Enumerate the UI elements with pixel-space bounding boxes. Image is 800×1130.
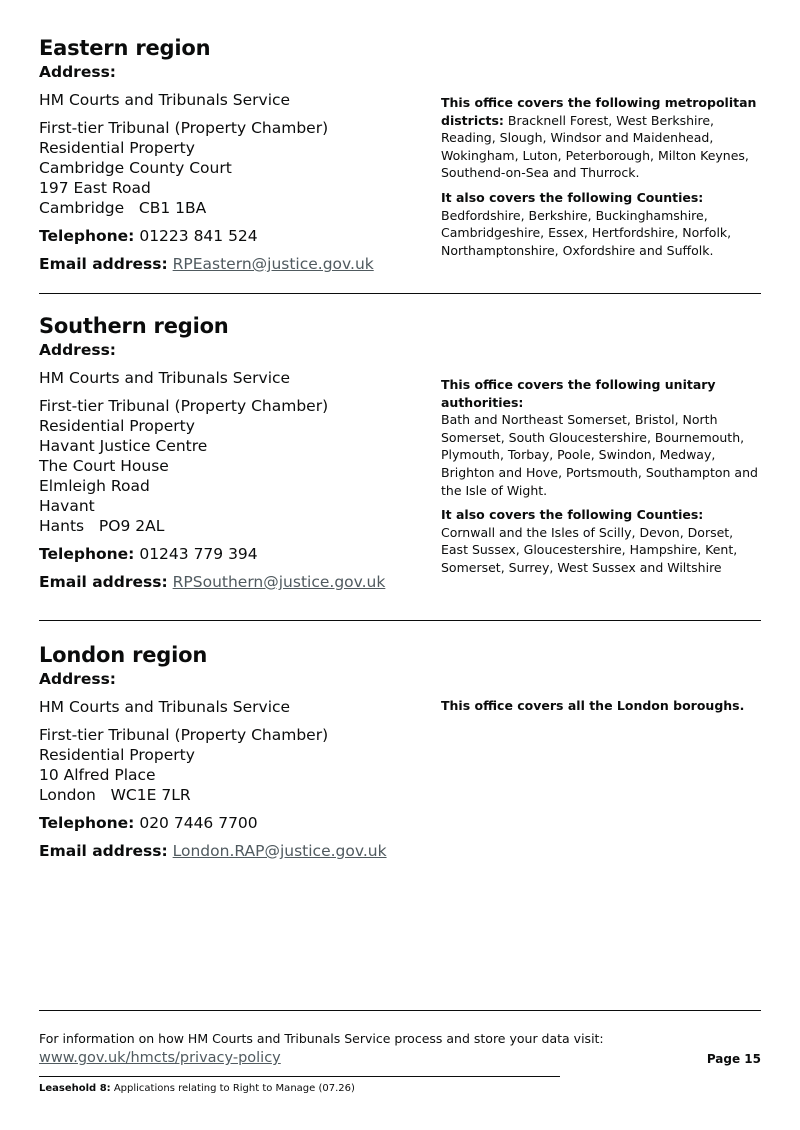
southern-region-section [39,294,761,620]
coverage-heading: This office covers all the London boroughs. [441,698,745,713]
coverage-heading: This office covers the following unitary authorities: [441,377,716,410]
address-block [39,340,441,600]
coverage-block [441,669,761,869]
telephone-number: 01243 779 394 [139,545,258,563]
address-line: Residential Property [39,139,195,157]
region-title: London region [39,643,208,667]
coverage-block [441,340,761,600]
coverage-heading: It also covers the following Counties: [441,189,704,205]
address-line: Residential Property [39,746,195,764]
address-line: Havant [39,497,95,515]
address-line: First-tier Tribunal (Property Chamber) [39,397,329,415]
telephone-number: 020 7446 7700 [139,814,258,832]
address-line: Hants PO9 2AL [39,517,165,535]
address-line: 197 East Road [39,179,151,197]
address-line: Elmleigh Road [39,477,150,495]
coverage-text: Bath and Northeast Somerset, Bristol, North Somerset, South Gloucestershire, Bournemouth, Plymouth, Torbay, Poole, Swindon, Medway, Brighton and Hove, Portsmouth, Southampton and the Isle of Wight. [441,412,758,498]
address-line: First-tier Tribunal (Property Chamber) [39,119,329,137]
telephone [39,226,441,246]
address-block [39,669,441,869]
email-label: Email address: [39,255,168,273]
telephone-label: Telephone: [39,814,135,832]
privacy-info-text: For information on how HM Courts and Tribunals Service process and store your data visit: [39,1031,604,1046]
email-label: Email address: [39,573,168,591]
email-link[interactable]: RPSouthern@justice.gov.uk [172,573,386,591]
coverage-paragraph [441,697,761,715]
document-page [39,34,761,869]
footer-divider [39,1010,761,1011]
address-line: 10 Alfred Place [39,766,156,784]
address-block [39,62,441,282]
email-link[interactable]: RPEastern@justice.gov.uk [172,255,374,273]
organisation-name: HM Courts and Tribunals Service [39,698,291,716]
document-title: Applications relating to Right to Manage (07.26) [110,1083,355,1094]
telephone-label: Telephone: [39,545,135,563]
coverage-paragraph [441,506,761,576]
address-line: London WC1E 7LR [39,786,191,804]
region-title: Southern region [39,314,229,338]
coverage-paragraph [441,189,761,259]
footer-divider [39,1076,560,1077]
coverage-text: Bedfordshire, Berkshire, Buckinghamshire, Cambridgeshire, Essex, Hertfordshire, Norfolk, Northamptonshire, Oxfordshire and Suffolk. [441,207,732,258]
privacy-policy-link[interactable]: www.gov.uk/hmcts/privacy-policy [39,1050,281,1066]
address-label: Address: [39,341,116,359]
coverage-paragraph [441,376,761,499]
telephone-label: Telephone: [39,227,135,245]
coverage-text: Bracknell Forest, West Berkshire, Reading, Slough, Windsor and Maidenhead, Wokingham, Luton, Peterborough, Milton Keynes, Southend-on-Sea and Thurrock. [441,112,749,181]
coverage-paragraph [441,94,761,182]
region-title: Eastern region [39,36,211,60]
eastern-region-section [39,34,761,293]
address-line: The Court House [39,457,169,475]
email-link[interactable]: London.RAP@justice.gov.uk [172,842,387,860]
address-label: Address: [39,670,116,688]
email [39,841,441,861]
address-line: Residential Property [39,417,195,435]
postal-address [39,725,441,805]
address-label: Address: [39,63,116,81]
organisation-name: HM Courts and Tribunals Service [39,369,291,387]
coverage-block [441,62,761,282]
email [39,254,441,274]
address-line: First-tier Tribunal (Property Chamber) [39,726,329,744]
postal-address [39,118,441,218]
email [39,572,441,592]
page-number: Page 15 [706,1052,761,1066]
telephone [39,813,441,833]
telephone-number: 01223 841 524 [139,227,258,245]
document-reference [39,1083,761,1094]
address-line: Cambridge CB1 1BA [39,199,207,217]
email-label: Email address: [39,842,168,860]
coverage-heading: It also covers the following Counties: [441,507,704,523]
organisation-name: HM Courts and Tribunals Service [39,91,291,109]
address-line: Cambridge County Court [39,159,232,177]
postal-address [39,396,441,536]
coverage-text: Cornwall and the Isles of Scilly, Devon, Dorset, East Sussex, Gloucestershire, Hampshire, Kent, Somerset, Surrey, West Sussex and Wiltshire [441,524,738,575]
address-line: Havant Justice Centre [39,437,208,455]
document-code: Leasehold 8: [39,1083,111,1094]
page-footer [39,1010,761,1094]
coverage-heading: This office covers the following metropolitan districts: [441,95,757,128]
london-region-section [39,621,761,869]
telephone [39,544,441,564]
